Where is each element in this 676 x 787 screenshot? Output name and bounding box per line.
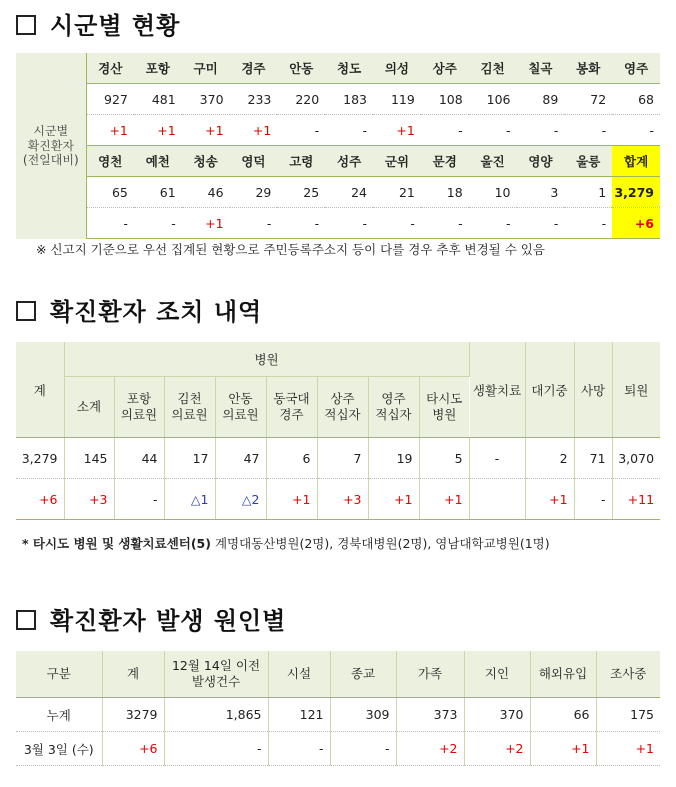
region-change: +1 — [182, 208, 230, 239]
region-name: 상주 — [421, 53, 469, 84]
region-change: - — [564, 115, 612, 146]
header-before: 12월 14일 이전 발생건수 — [164, 651, 268, 698]
change-cell: △1 — [164, 479, 215, 520]
header-facility: 시설 — [268, 651, 330, 698]
region-name: 울진 — [469, 146, 517, 177]
cause-cell: +6 — [102, 732, 164, 766]
cause-cell: 373 — [396, 698, 464, 732]
header-death: 사망 — [574, 342, 612, 438]
header-overseas: 해외유입 — [530, 651, 596, 698]
cause-cell: +1 — [530, 732, 596, 766]
checkbox-square-icon — [16, 15, 36, 35]
total-cell: 3,070 — [612, 438, 660, 479]
grand-total-value: 3,279 — [612, 177, 660, 208]
region-name: 울릉 — [564, 146, 612, 177]
region-change: - — [325, 208, 373, 239]
region-change: - — [421, 208, 469, 239]
region-total: 370 — [182, 84, 230, 115]
change-cell: +3 — [317, 479, 368, 520]
region-change: - — [564, 208, 612, 239]
cause-cell: +2 — [396, 732, 464, 766]
treatment-table — [16, 342, 660, 520]
region-total: 108 — [421, 84, 469, 115]
cause-cell: 309 — [330, 698, 396, 732]
region-name: 포항 — [134, 53, 182, 84]
region-change: - — [134, 208, 182, 239]
header-family: 가족 — [396, 651, 464, 698]
header-sangju: 상주 적십자 — [317, 377, 368, 438]
cause-table — [16, 651, 660, 766]
region-total: 89 — [517, 84, 565, 115]
region-change: - — [612, 115, 660, 146]
region-change: +1 — [230, 115, 278, 146]
region-change: - — [86, 208, 134, 239]
total-cell: 71 — [574, 438, 612, 479]
change-cell: +1 — [525, 479, 574, 520]
cause-cell: 66 — [530, 698, 596, 732]
section2-note — [22, 534, 550, 552]
change-cell: +1 — [266, 479, 317, 520]
row-label: 누계 — [16, 698, 102, 732]
region-change: - — [517, 115, 565, 146]
region-total: 61 — [134, 177, 182, 208]
region-total: 481 — [134, 84, 182, 115]
header-andong: 안동 의료원 — [215, 377, 266, 438]
section2-title: 확진환자 조치 내역 — [16, 292, 262, 327]
header-pohang: 포항 의료원 — [114, 377, 164, 438]
total-cell: 6 — [266, 438, 317, 479]
region-name: 경산 — [86, 53, 134, 84]
header-dongguk: 동국대 경주 — [266, 377, 317, 438]
section1-title: 시군별 현황 — [16, 6, 180, 41]
region-total: 46 — [182, 177, 230, 208]
header-waiting: 대기중 — [525, 342, 574, 438]
region-total: 29 — [230, 177, 278, 208]
header-religion: 종교 — [330, 651, 396, 698]
cause-cell: - — [268, 732, 330, 766]
region-change: - — [517, 208, 565, 239]
region-total: 25 — [277, 177, 325, 208]
region-name: 고령 — [277, 146, 325, 177]
cause-cell: 175 — [596, 698, 660, 732]
region-total: 3 — [517, 177, 565, 208]
region-total: 72 — [564, 84, 612, 115]
total-cell: 19 — [368, 438, 419, 479]
region-name: 김천 — [469, 53, 517, 84]
change-cell: - — [114, 479, 164, 520]
cause-cell: 370 — [464, 698, 530, 732]
header-category: 구분 — [16, 651, 102, 698]
region-name: 군위 — [373, 146, 421, 177]
region-name: 예천 — [134, 146, 182, 177]
total-cell: 44 — [114, 438, 164, 479]
section2-note-bold: * 타시도 병원 및 생활치료센터(5) — [22, 536, 211, 551]
header-subtotal: 소계 — [64, 377, 114, 438]
region-change: - — [277, 115, 325, 146]
region-total: 18 — [421, 177, 469, 208]
region-total: 21 — [373, 177, 421, 208]
total-cell: - — [469, 438, 525, 479]
region-total: 220 — [277, 84, 325, 115]
region-total: 183 — [325, 84, 373, 115]
region-name: 영덕 — [230, 146, 278, 177]
region-total: 233 — [230, 84, 278, 115]
cause-cell: - — [164, 732, 268, 766]
side-label: 시군별 확진환자 (전일대비) — [16, 53, 86, 239]
header-discharged: 퇴원 — [612, 342, 660, 438]
header-total: 계 — [16, 342, 64, 438]
region-name: 문경 — [421, 146, 469, 177]
cause-cell: 3279 — [102, 698, 164, 732]
header-other-hospital: 타시도 병원 — [419, 377, 469, 438]
region-name: 영양 — [517, 146, 565, 177]
region-name: 성주 — [325, 146, 373, 177]
region-name: 안동 — [277, 53, 325, 84]
region-change: +1 — [86, 115, 134, 146]
cause-cell: +2 — [464, 732, 530, 766]
region-total: 10 — [469, 177, 517, 208]
header-hospital: 병원 — [64, 342, 469, 377]
region-total: 1 — [564, 177, 612, 208]
region-status-table — [16, 53, 660, 239]
change-cell: +1 — [368, 479, 419, 520]
region-change: - — [421, 115, 469, 146]
region-name: 경주 — [230, 53, 278, 84]
region-name: 청도 — [325, 53, 373, 84]
cause-cell: - — [330, 732, 396, 766]
region-change: - — [469, 208, 517, 239]
header-total: 계 — [102, 651, 164, 698]
total-cell: 145 — [64, 438, 114, 479]
change-cell: +3 — [64, 479, 114, 520]
header-life-center: 생활치료 — [469, 342, 525, 438]
change-cell: △2 — [215, 479, 266, 520]
cause-cell: 1,865 — [164, 698, 268, 732]
region-change: +1 — [134, 115, 182, 146]
cause-cell: 121 — [268, 698, 330, 732]
region-total: 106 — [469, 84, 517, 115]
total-cell: 17 — [164, 438, 215, 479]
section3-title: 확진환자 발생 원인별 — [16, 601, 286, 636]
change-cell: +1 — [419, 479, 469, 520]
change-cell: +6 — [16, 479, 64, 520]
cause-cell: +1 — [596, 732, 660, 766]
grand-total-change: +6 — [612, 208, 660, 239]
section2-note-rest: 계명대동산병원(2명), 경북대병원(2명), 영남대학교병원(1명) — [214, 536, 550, 551]
total-cell: 7 — [317, 438, 368, 479]
region-change: +1 — [373, 115, 421, 146]
header-investigating: 조사중 — [596, 651, 660, 698]
region-total: 24 — [325, 177, 373, 208]
region-name: 의성 — [373, 53, 421, 84]
header-gimcheon: 김천 의료원 — [164, 377, 215, 438]
change-cell: - — [574, 479, 612, 520]
region-change: - — [230, 208, 278, 239]
total-cell: 3,279 — [16, 438, 64, 479]
change-cell — [469, 479, 525, 520]
region-total: 119 — [373, 84, 421, 115]
region-change: - — [325, 115, 373, 146]
region-name: 영천 — [86, 146, 134, 177]
region-name: 구미 — [182, 53, 230, 84]
region-name: 칠곡 — [517, 53, 565, 84]
region-total: 927 — [86, 84, 134, 115]
grand-total-label: 합계 — [612, 146, 660, 177]
row-label: 3월 3일 (수) — [16, 732, 102, 766]
region-change: - — [469, 115, 517, 146]
section1-note: ※ 신고지 기준으로 우선 집계된 현황으로 주민등록주소지 등이 다를 경우 추후 변경될 수 있음 — [36, 242, 545, 257]
checkbox-square-icon — [16, 301, 36, 321]
region-total: 65 — [86, 177, 134, 208]
region-change: +1 — [182, 115, 230, 146]
region-total: 68 — [612, 84, 660, 115]
header-yeongju: 영주 적십자 — [368, 377, 419, 438]
region-change: - — [277, 208, 325, 239]
total-cell: 5 — [419, 438, 469, 479]
change-cell: +11 — [612, 479, 660, 520]
region-name: 봉화 — [564, 53, 612, 84]
header-acquaintance: 지인 — [464, 651, 530, 698]
region-change: - — [373, 208, 421, 239]
region-name: 청송 — [182, 146, 230, 177]
total-cell: 2 — [525, 438, 574, 479]
checkbox-square-icon — [16, 610, 36, 630]
total-cell: 47 — [215, 438, 266, 479]
region-name: 영주 — [612, 53, 660, 84]
